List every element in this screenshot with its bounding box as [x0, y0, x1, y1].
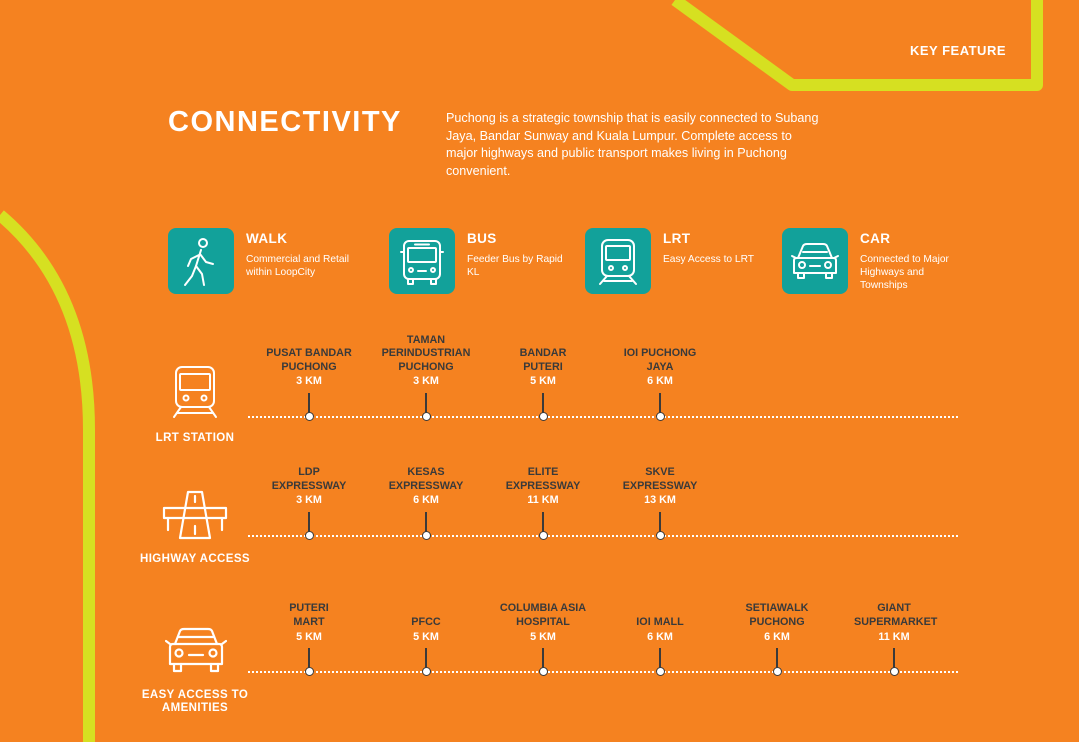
stop-dot — [422, 412, 431, 421]
stop-name: KESAS EXPRESSWAY — [388, 466, 464, 492]
stop-distance: 6 KM — [764, 631, 790, 643]
stop-dot — [656, 531, 665, 540]
stop-name: PFCC — [411, 615, 441, 628]
stop-distance: 5 KM — [413, 631, 439, 643]
bus-icon — [389, 228, 455, 294]
stop-dot — [890, 667, 899, 676]
mode-title: CAR — [860, 231, 891, 246]
stop-distance: 6 KM — [647, 631, 673, 643]
car-icon — [782, 228, 848, 294]
car-icon — [165, 626, 227, 676]
stop-dot — [539, 531, 548, 540]
stop-distance: 13 KM — [644, 494, 676, 506]
stop-name: COLUMBIA ASIA HOSPITAL — [499, 602, 587, 628]
stop-distance: 11 KM — [527, 494, 559, 506]
mode-description: Easy Access to LRT — [663, 254, 754, 265]
stop-dot — [656, 667, 665, 676]
stop-distance: 3 KM — [296, 494, 322, 506]
walking-person-icon — [168, 228, 234, 294]
row-label-lrt-station: LRT STATION — [155, 432, 235, 444]
stop-name: SKVE EXPRESSWAY — [622, 466, 698, 492]
mode-title: BUS — [467, 231, 497, 246]
stop-name: PUSAT BANDAR PUCHONG — [266, 347, 352, 373]
stop-name: BANDAR PUTERI — [519, 347, 567, 373]
stop-distance: 5 KM — [530, 631, 556, 643]
stop-dot — [422, 531, 431, 540]
stop-name: ELITE EXPRESSWAY — [505, 466, 581, 492]
stop-name: SETIAWALK PUCHONG — [745, 602, 809, 628]
stop-dot — [656, 412, 665, 421]
stop-name: IOI PUCHONG JAYA — [623, 347, 697, 373]
timeline-line — [248, 535, 958, 537]
train-icon — [170, 365, 220, 420]
stop-distance: 6 KM — [647, 375, 673, 387]
stop-distance: 3 KM — [296, 375, 322, 387]
stop-name: GIANT SUPERMARKET — [854, 602, 938, 628]
stop-name: TAMAN PERINDUSTRIAN PUCHONG — [381, 333, 471, 373]
highway-icon — [162, 490, 228, 540]
mode-description: Commercial and Retail within LoopCity — [246, 254, 350, 278]
stop-name: PUTERI MART — [289, 602, 329, 628]
stop-distance: 5 KM — [296, 631, 322, 643]
stop-name: LDP EXPRESSWAY — [271, 466, 347, 492]
page-title: CONNECTIVITY — [168, 106, 402, 138]
mode-title: LRT — [663, 231, 691, 246]
stop-dot — [305, 667, 314, 676]
stop-dot — [305, 412, 314, 421]
mode-description: Feeder Bus by Rapid KL — [467, 254, 563, 278]
stop-dot — [539, 667, 548, 676]
stop-dot — [773, 667, 782, 676]
stop-name: IOI MALL — [636, 615, 684, 628]
stop-distance: 3 KM — [413, 375, 439, 387]
timeline-line — [248, 671, 958, 673]
timeline-line — [248, 416, 958, 418]
row-label-easy-access: EASY ACCESS TO AMENITIES — [141, 689, 249, 714]
stop-dot — [422, 667, 431, 676]
stop-distance: 11 KM — [878, 631, 910, 643]
stop-dot — [305, 531, 314, 540]
train-icon — [585, 228, 651, 294]
row-label-highway-access: HIGHWAY ACCESS — [140, 553, 250, 565]
mode-title: WALK — [246, 231, 288, 246]
stop-distance: 5 KM — [530, 375, 556, 387]
stop-distance: 6 KM — [413, 494, 439, 506]
intro-paragraph: Puchong is a strategic township that is easily connected to Subang Jaya, Bandar Sunway and Kuala Lumpur. Complete access to major highways and public transport makes living in Puchong convenient. — [446, 111, 819, 178]
stop-dot — [539, 412, 548, 421]
mode-description: Connected to Major Highways and Townships — [860, 254, 949, 291]
key-feature-tag: KEY FEATURE — [909, 43, 1006, 58]
